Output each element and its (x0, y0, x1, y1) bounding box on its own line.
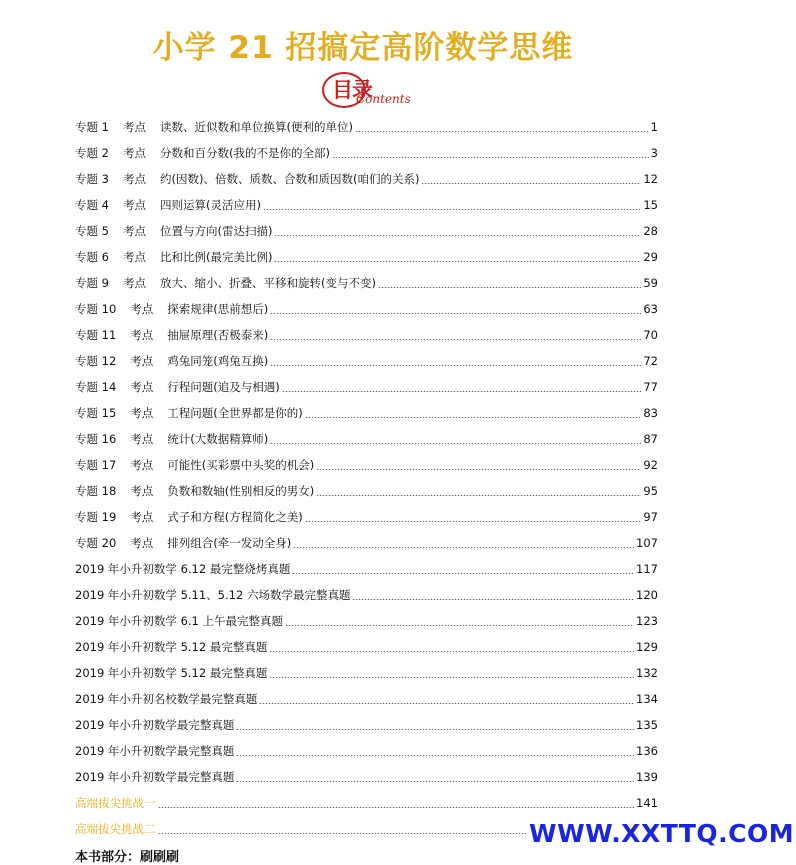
toc-exam-entry[interactable] (75, 764, 658, 790)
toc-dot-leader (269, 677, 634, 678)
logo-contents-text: Contents (356, 92, 411, 106)
toc-exam-title: 2019 年小升初数学 5.12 最完整真题 (75, 640, 268, 654)
toc-entry[interactable] (75, 400, 658, 426)
toc-exam-entry[interactable] (75, 712, 658, 738)
toc-page-number: 117 (636, 562, 658, 576)
toc-exam-entry[interactable] (75, 660, 658, 686)
toc-topic-number: 专题 10 (75, 302, 117, 316)
toc-exam-title: 2019 年小升初数学 5.11、5.12 六场数学最完整真题 (75, 588, 351, 602)
toc-topic-title: 式子和方程(方程简化之美) (167, 510, 303, 524)
toc-entry[interactable] (75, 348, 658, 374)
toc-topic-title: 约(因数)、倍数、质数、合数和质因数(咱们的关系) (159, 172, 420, 186)
toc-dot-leader (378, 287, 641, 288)
toc-kaodian-label: 考点 (130, 354, 154, 368)
toc-entry[interactable] (75, 426, 658, 452)
toc-topic-number: 专题 3 (75, 172, 109, 186)
toc-dot-leader (263, 209, 641, 210)
toc-entry-label (75, 483, 314, 499)
toc-topic-number: 专题 2 (75, 146, 109, 160)
toc-entry-label (75, 535, 291, 551)
toc-dot-leader (270, 313, 641, 314)
toc-entry[interactable] (75, 530, 658, 556)
toc-entry-label (75, 353, 268, 369)
toc-kaodian-label: 考点 (130, 302, 154, 316)
toc-dot-leader (316, 469, 641, 470)
toc-topic-number: 专题 11 (75, 328, 117, 342)
toc-exam-title: 2019 年小升初数学最完整真题 (75, 770, 235, 784)
toc-page-number: 132 (636, 666, 658, 680)
toc-topic-number: 专题 6 (75, 250, 109, 264)
toc-topic-number: 专题 20 (75, 536, 117, 550)
toc-topic-number: 专题 1 (75, 120, 109, 134)
toc-entry-label (75, 405, 303, 421)
toc-topic-title: 可能性(买彩票中头奖的机会) (167, 458, 315, 472)
toc-topic-title: 工程问题(全世界都是你的) (167, 406, 303, 420)
toc-dot-leader (274, 261, 641, 262)
toc-entry-label (75, 275, 376, 291)
toc-page-number: 97 (643, 510, 658, 524)
toc-topic-title: 探索规律(思前想后) (167, 302, 269, 316)
toc-topic-number: 专题 4 (75, 198, 109, 212)
toc-page-number: 107 (636, 536, 658, 550)
toc-dot-leader (270, 339, 641, 340)
toc-page-number: 12 (643, 172, 658, 186)
toc-kaodian-label: 考点 (122, 120, 146, 134)
toc-page-number: 28 (643, 224, 658, 238)
bottom-cut-text: 本书部分：刷刷刷 (75, 850, 180, 865)
toc-kaodian-label: 考点 (122, 146, 146, 160)
toc-topic-title: 放大、缩小、折叠、平移和旋转(变与不变) (159, 276, 376, 290)
toc-exam-title: 2019 年小升初数学 5.12 最完整真题 (75, 666, 268, 680)
toc-exam-title: 2019 年小升初数学最完整真题 (75, 718, 235, 732)
toc-dot-leader (274, 235, 641, 236)
toc-kaodian-label: 考点 (122, 198, 146, 212)
toc-topic-number: 专题 15 (75, 406, 117, 420)
table-of-contents (75, 114, 658, 842)
toc-topic-number: 专题 17 (75, 458, 117, 472)
toc-kaodian-label: 考点 (122, 276, 146, 290)
toc-entry[interactable] (75, 192, 658, 218)
toc-topic-title: 位置与方向(雷达扫描) (159, 224, 273, 238)
toc-kaodian-label: 考点 (122, 250, 146, 264)
toc-entry[interactable] (75, 166, 658, 192)
toc-dot-leader (285, 625, 634, 626)
toc-exam-title: 2019 年小升初数学 6.1 上午最完整真题 (75, 614, 284, 628)
toc-kaodian-label: 考点 (130, 328, 154, 342)
toc-topic-number: 专题 19 (75, 510, 117, 524)
toc-kaodian-label: 考点 (130, 484, 154, 498)
toc-challenge-entry[interactable] (75, 790, 658, 816)
toc-dot-leader (316, 495, 641, 496)
toc-page-number: 120 (636, 588, 658, 602)
toc-dot-leader (236, 729, 634, 730)
toc-exam-title: 2019 年小升初数学 6.12 最完整烧烤真题 (75, 562, 291, 576)
toc-topic-number: 专题 12 (75, 354, 117, 368)
logo-mulu-text: 目录 (332, 78, 372, 102)
toc-exam-entry[interactable] (75, 556, 658, 582)
toc-entry[interactable] (75, 374, 658, 400)
toc-page-number: 59 (643, 276, 658, 290)
toc-page-number: 135 (636, 718, 658, 732)
toc-exam-entry[interactable] (75, 582, 658, 608)
toc-topic-number: 专题 18 (75, 484, 117, 498)
toc-dot-leader (270, 365, 641, 366)
toc-kaodian-label: 考点 (130, 380, 154, 394)
toc-entry-label (75, 431, 268, 447)
toc-dot-leader (293, 547, 634, 548)
toc-topic-title: 分数和百分数(我的不是你的全部) (159, 146, 330, 160)
toc-exam-entry[interactable] (75, 686, 658, 712)
toc-entry-label (75, 145, 330, 161)
toc-kaodian-label: 考点 (130, 406, 154, 420)
toc-exam-title: 2019 年小升初数学最完整真题 (75, 744, 235, 758)
toc-page-number: 83 (643, 406, 658, 420)
toc-entry-label (75, 509, 303, 525)
toc-page-number: 136 (636, 744, 658, 758)
toc-entry[interactable] (75, 296, 658, 322)
toc-entry-label (75, 197, 261, 213)
toc-entry-label (75, 223, 272, 239)
toc-dot-leader (282, 391, 642, 392)
toc-topic-number: 专题 5 (75, 224, 109, 238)
toc-topic-title: 鸡兔同笼(鸡兔互换) (167, 354, 269, 368)
toc-topic-title: 负数和数轴(性别相反的男女) (167, 484, 315, 498)
toc-kaodian-label: 考点 (130, 510, 154, 524)
toc-challenge-title: 高端拔尖挑战一 (75, 796, 156, 810)
toc-entry-label (75, 457, 314, 473)
site-watermark: WWW.XXTTQ.COM (529, 819, 795, 848)
toc-entry[interactable] (75, 244, 658, 270)
toc-dot-leader (236, 755, 634, 756)
toc-page-number: 129 (636, 640, 658, 654)
toc-page-number: 29 (643, 250, 658, 264)
toc-dot-leader (270, 443, 641, 444)
toc-topic-title: 读数、近似数和单位换算(便利的单位) (159, 120, 353, 134)
toc-dot-leader (305, 417, 642, 418)
toc-entry[interactable] (75, 504, 658, 530)
toc-entry-label (75, 327, 268, 343)
toc-page-number: 95 (643, 484, 658, 498)
toc-page-number: 70 (643, 328, 658, 342)
toc-entry[interactable] (75, 452, 658, 478)
toc-page-number: 15 (643, 198, 658, 212)
toc-page-number: 123 (636, 614, 658, 628)
toc-kaodian-label: 考点 (130, 536, 154, 550)
toc-entry-label (75, 171, 419, 187)
toc-dot-leader (421, 183, 641, 184)
toc-page-number: 87 (643, 432, 658, 446)
toc-entry[interactable] (75, 478, 658, 504)
toc-entry-label (75, 379, 280, 395)
toc-exam-entry[interactable] (75, 738, 658, 764)
toc-exam-entry[interactable] (75, 608, 658, 634)
toc-exam-title: 2019 年小升初名校数学最完整真题 (75, 692, 258, 706)
toc-topic-title: 四则运算(灵活应用) (159, 198, 261, 212)
toc-entry[interactable] (75, 218, 658, 244)
toc-dot-leader (305, 521, 642, 522)
toc-kaodian-label: 考点 (122, 172, 146, 186)
toc-dot-leader (259, 703, 634, 704)
toc-topic-number: 专题 9 (75, 276, 109, 290)
toc-topic-title: 统计(大数据精算师) (167, 432, 269, 446)
toc-topic-title: 行程问题(追及与相遇) (167, 380, 280, 394)
toc-topic-number: 专题 16 (75, 432, 117, 446)
toc-entry-label (75, 249, 272, 265)
toc-page-number: 72 (643, 354, 658, 368)
toc-page-number: 1 (650, 120, 658, 134)
toc-kaodian-label: 考点 (122, 224, 146, 238)
toc-entry[interactable] (75, 270, 658, 296)
contents-logo (322, 70, 417, 110)
toc-entry[interactable] (75, 140, 658, 166)
toc-dot-leader (269, 651, 634, 652)
toc-dot-leader (332, 157, 649, 158)
toc-topic-number: 专题 14 (75, 380, 117, 394)
toc-page-number: 92 (643, 458, 658, 472)
toc-kaodian-label: 考点 (130, 458, 154, 472)
toc-challenge-title: 高端拔尖挑战二 (75, 822, 156, 836)
toc-page-number: 63 (643, 302, 658, 316)
toc-exam-entry[interactable] (75, 634, 658, 660)
toc-page-number: 77 (643, 380, 658, 394)
toc-page-number: 141 (636, 796, 658, 810)
toc-page-number: 139 (636, 770, 658, 784)
toc-topic-title: 抽屉原理(否极泰来) (167, 328, 269, 342)
toc-page-number: 3 (650, 146, 658, 160)
toc-dot-leader (236, 781, 634, 782)
document-title: 小学 21 招搞定高阶数学思维 (152, 30, 574, 66)
toc-page-number: 134 (636, 692, 658, 706)
toc-topic-title: 比和比例(最完美比例) (159, 250, 273, 264)
toc-dot-leader (292, 573, 634, 574)
toc-entry-label (75, 301, 268, 317)
toc-dot-leader (158, 807, 635, 808)
toc-entry-label (75, 119, 353, 135)
toc-topic-title: 排列组合(牵一发动全身) (167, 536, 292, 550)
toc-kaodian-label: 考点 (130, 432, 154, 446)
toc-dot-leader (355, 131, 649, 132)
toc-entry[interactable] (75, 322, 658, 348)
toc-entry[interactable] (75, 114, 658, 140)
toc-dot-leader (352, 599, 634, 600)
toc-dot-leader (158, 833, 526, 834)
